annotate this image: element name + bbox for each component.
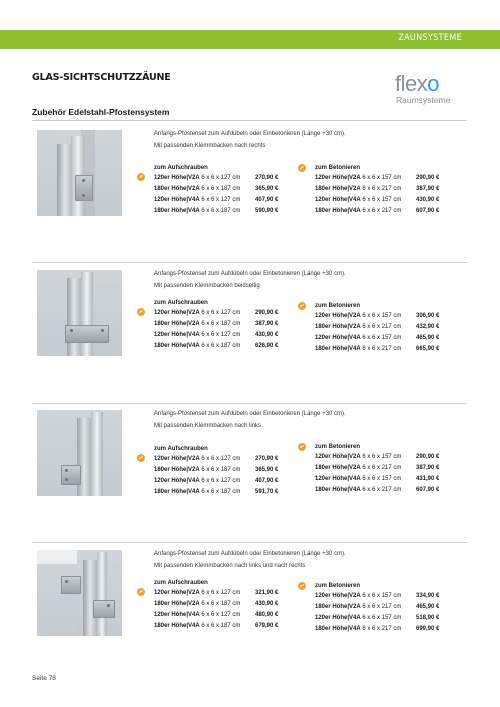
- list-item: 180er Höhe|V2A 6 x 6 x 217 cm 387,90 €: [315, 465, 440, 471]
- list-item: 180er Höhe|V2A 6 x 6 x 187 cm 365,90 €: [154, 467, 279, 473]
- list-heading: zum Aufschrauben: [154, 300, 208, 306]
- list-item: 120er Höhe|V2A 6 x 6 x 127 cm 270,90 €: [154, 173, 329, 184]
- price-list-concrete: [315, 301, 490, 355]
- price-tag-icon: [137, 308, 145, 316]
- page-number: Seite 78: [32, 675, 56, 682]
- list-item: 120er Höhe|V4A 6 x 6 x 157 cm 518,90 €: [315, 615, 440, 621]
- product-photo: [37, 130, 122, 216]
- list-item: 180er Höhe|V2A 6 x 6 x 187 cm 430,90 €: [154, 601, 279, 607]
- list-heading: zum Aufschrauben: [154, 446, 208, 452]
- product-photo: [37, 410, 122, 496]
- list-item: 180er Höhe|V2A 6 x 6 x 217 cm 387,90 €: [315, 186, 440, 192]
- logo-tagline: Raumsysteme: [396, 95, 451, 105]
- price-tag-icon: [137, 588, 145, 596]
- product-section: [0, 268, 500, 358]
- category-label: ZAUNSYSTEME: [398, 33, 462, 43]
- list-item: 180er Höhe|V4A 6 x 6 x 217 cm 607,90 €: [315, 487, 440, 493]
- list-item: 180er Höhe|V2A 6 x 6 x 217 cm 432,90 €: [315, 324, 440, 330]
- list-heading: zum Aufschrauben: [154, 580, 208, 586]
- divider: [32, 403, 467, 404]
- list-item: 120er Höhe|V4A 6 x 6 x 157 cm 431,90 €: [315, 476, 440, 482]
- list-item: 120er Höhe|V2A 6 x 6 x 127 cm 290,90 €: [154, 308, 329, 319]
- divider: [32, 120, 467, 121]
- price-tag-icon: [298, 164, 306, 172]
- list-heading: zum Betonieren: [315, 444, 361, 450]
- category-band: [0, 30, 500, 49]
- product-section: [0, 128, 500, 218]
- divider: [32, 542, 467, 543]
- list-item: 120er Höhe|V2A 6 x 6 x 127 cm 321,90 €: [154, 588, 329, 599]
- list-item: 120er Höhe|V2A 6 x 6 x 157 cm 290,90 €: [315, 452, 490, 463]
- list-item: 120er Höhe|V4A 6 x 6 x 127 cm 407,90 €: [154, 478, 279, 484]
- list-item: 180er Höhe|V2A 6 x 6 x 187 cm 365,90 €: [154, 186, 279, 192]
- list-item: 180er Höhe|V2A 6 x 6 x 217 cm 465,90 €: [315, 604, 440, 610]
- list-item: 120er Höhe|V4A 6 x 6 x 157 cm 465,90 €: [315, 335, 440, 341]
- list-heading: zum Betonieren: [315, 303, 361, 309]
- logo-wordmark: flexo: [395, 71, 439, 96]
- product-intro: Anfangs-Pfostenset zum Aufdübeln oder Einbetonieren (Länge +30 cm). Mit passenden Klemmbacken nach links und nach rechts: [154, 551, 346, 569]
- list-item: 180er Höhe|V4A 6 x 6 x 187 cm 590,90 €: [154, 208, 279, 214]
- list-item: 120er Höhe|V4A 6 x 6 x 127 cm 480,90 €: [154, 612, 279, 618]
- list-heading: zum Betonieren: [315, 583, 361, 589]
- list-item: 180er Höhe|V4A 6 x 6 x 217 cm 699,90 €: [315, 626, 440, 632]
- price-list-concrete: [315, 442, 490, 496]
- price-tag-icon: [298, 443, 306, 451]
- product-section: [0, 548, 500, 638]
- price-list-concrete: [315, 163, 490, 217]
- list-item: 180er Höhe|V4A 6 x 6 x 217 cm 665,90 €: [315, 346, 440, 352]
- list-heading: zum Betonieren: [315, 165, 361, 171]
- price-list-concrete: [315, 581, 490, 635]
- product-photo: [37, 270, 122, 356]
- list-item: 120er Höhe|V4A 6 x 6 x 127 cm 430,90 €: [154, 332, 279, 338]
- list-item: 120er Höhe|V2A 6 x 6 x 127 cm 270,90 €: [154, 454, 329, 465]
- list-item: 180er Höhe|V4A 6 x 6 x 187 cm 679,90 €: [154, 623, 279, 629]
- list-heading: zum Aufschrauben: [154, 165, 208, 171]
- divider: [32, 262, 467, 263]
- price-tag-icon: [298, 302, 306, 310]
- flexo-logo: [393, 73, 465, 113]
- list-item: 120er Höhe|V4A 6 x 6 x 127 cm 407,90 €: [154, 197, 279, 203]
- price-tag-icon: [137, 173, 145, 181]
- product-section: [0, 408, 500, 498]
- list-item: 180er Höhe|V4A 6 x 6 x 187 cm 626,90 €: [154, 343, 279, 349]
- list-item: 180er Höhe|V4A 6 x 6 x 217 cm 607,90 €: [315, 208, 440, 214]
- product-intro: Anfangs-Pfostenset zum Aufdübeln oder Einbetonieren (Länge +30 cm). Mit passenden Klemmbacken beidseitig: [154, 271, 346, 289]
- price-tag-icon: [137, 454, 145, 462]
- list-item: 120er Höhe|V2A 6 x 6 x 157 cm 334,90 €: [315, 591, 490, 602]
- list-item: 120er Höhe|V2A 6 x 6 x 157 cm 290,90 €: [315, 173, 490, 184]
- list-item: 120er Höhe|V2A 6 x 6 x 157 cm 306,90 €: [315, 311, 490, 322]
- product-photo: [37, 550, 122, 636]
- list-item: 120er Höhe|V4A 6 x 6 x 157 cm 430,90 €: [315, 197, 440, 203]
- product-intro: Anfangs-Pfostenset zum Aufdübeln oder Einbetonieren (Länge +30 cm). Mit passenden Klemmbacken nach links: [154, 411, 346, 429]
- list-item: 180er Höhe|V4A 6 x 6 x 187 cm 591,70 €: [154, 489, 279, 495]
- list-item: 180er Höhe|V2A 6 x 6 x 187 cm 387,90 €: [154, 321, 279, 327]
- price-list-screw: [154, 444, 329, 498]
- page-title: GLAS-SICHTSCHUTZZÄUNE: [32, 72, 171, 83]
- product-intro: Anfangs-Pfostenset zum Aufdübeln oder Einbetonieren (Länge +30 cm). Mit passenden Klemmbacken nach rechts: [154, 131, 346, 149]
- price-tag-icon: [298, 582, 306, 590]
- page-subtitle: Zubehör Edelstahl-Pfostensystem: [32, 107, 170, 117]
